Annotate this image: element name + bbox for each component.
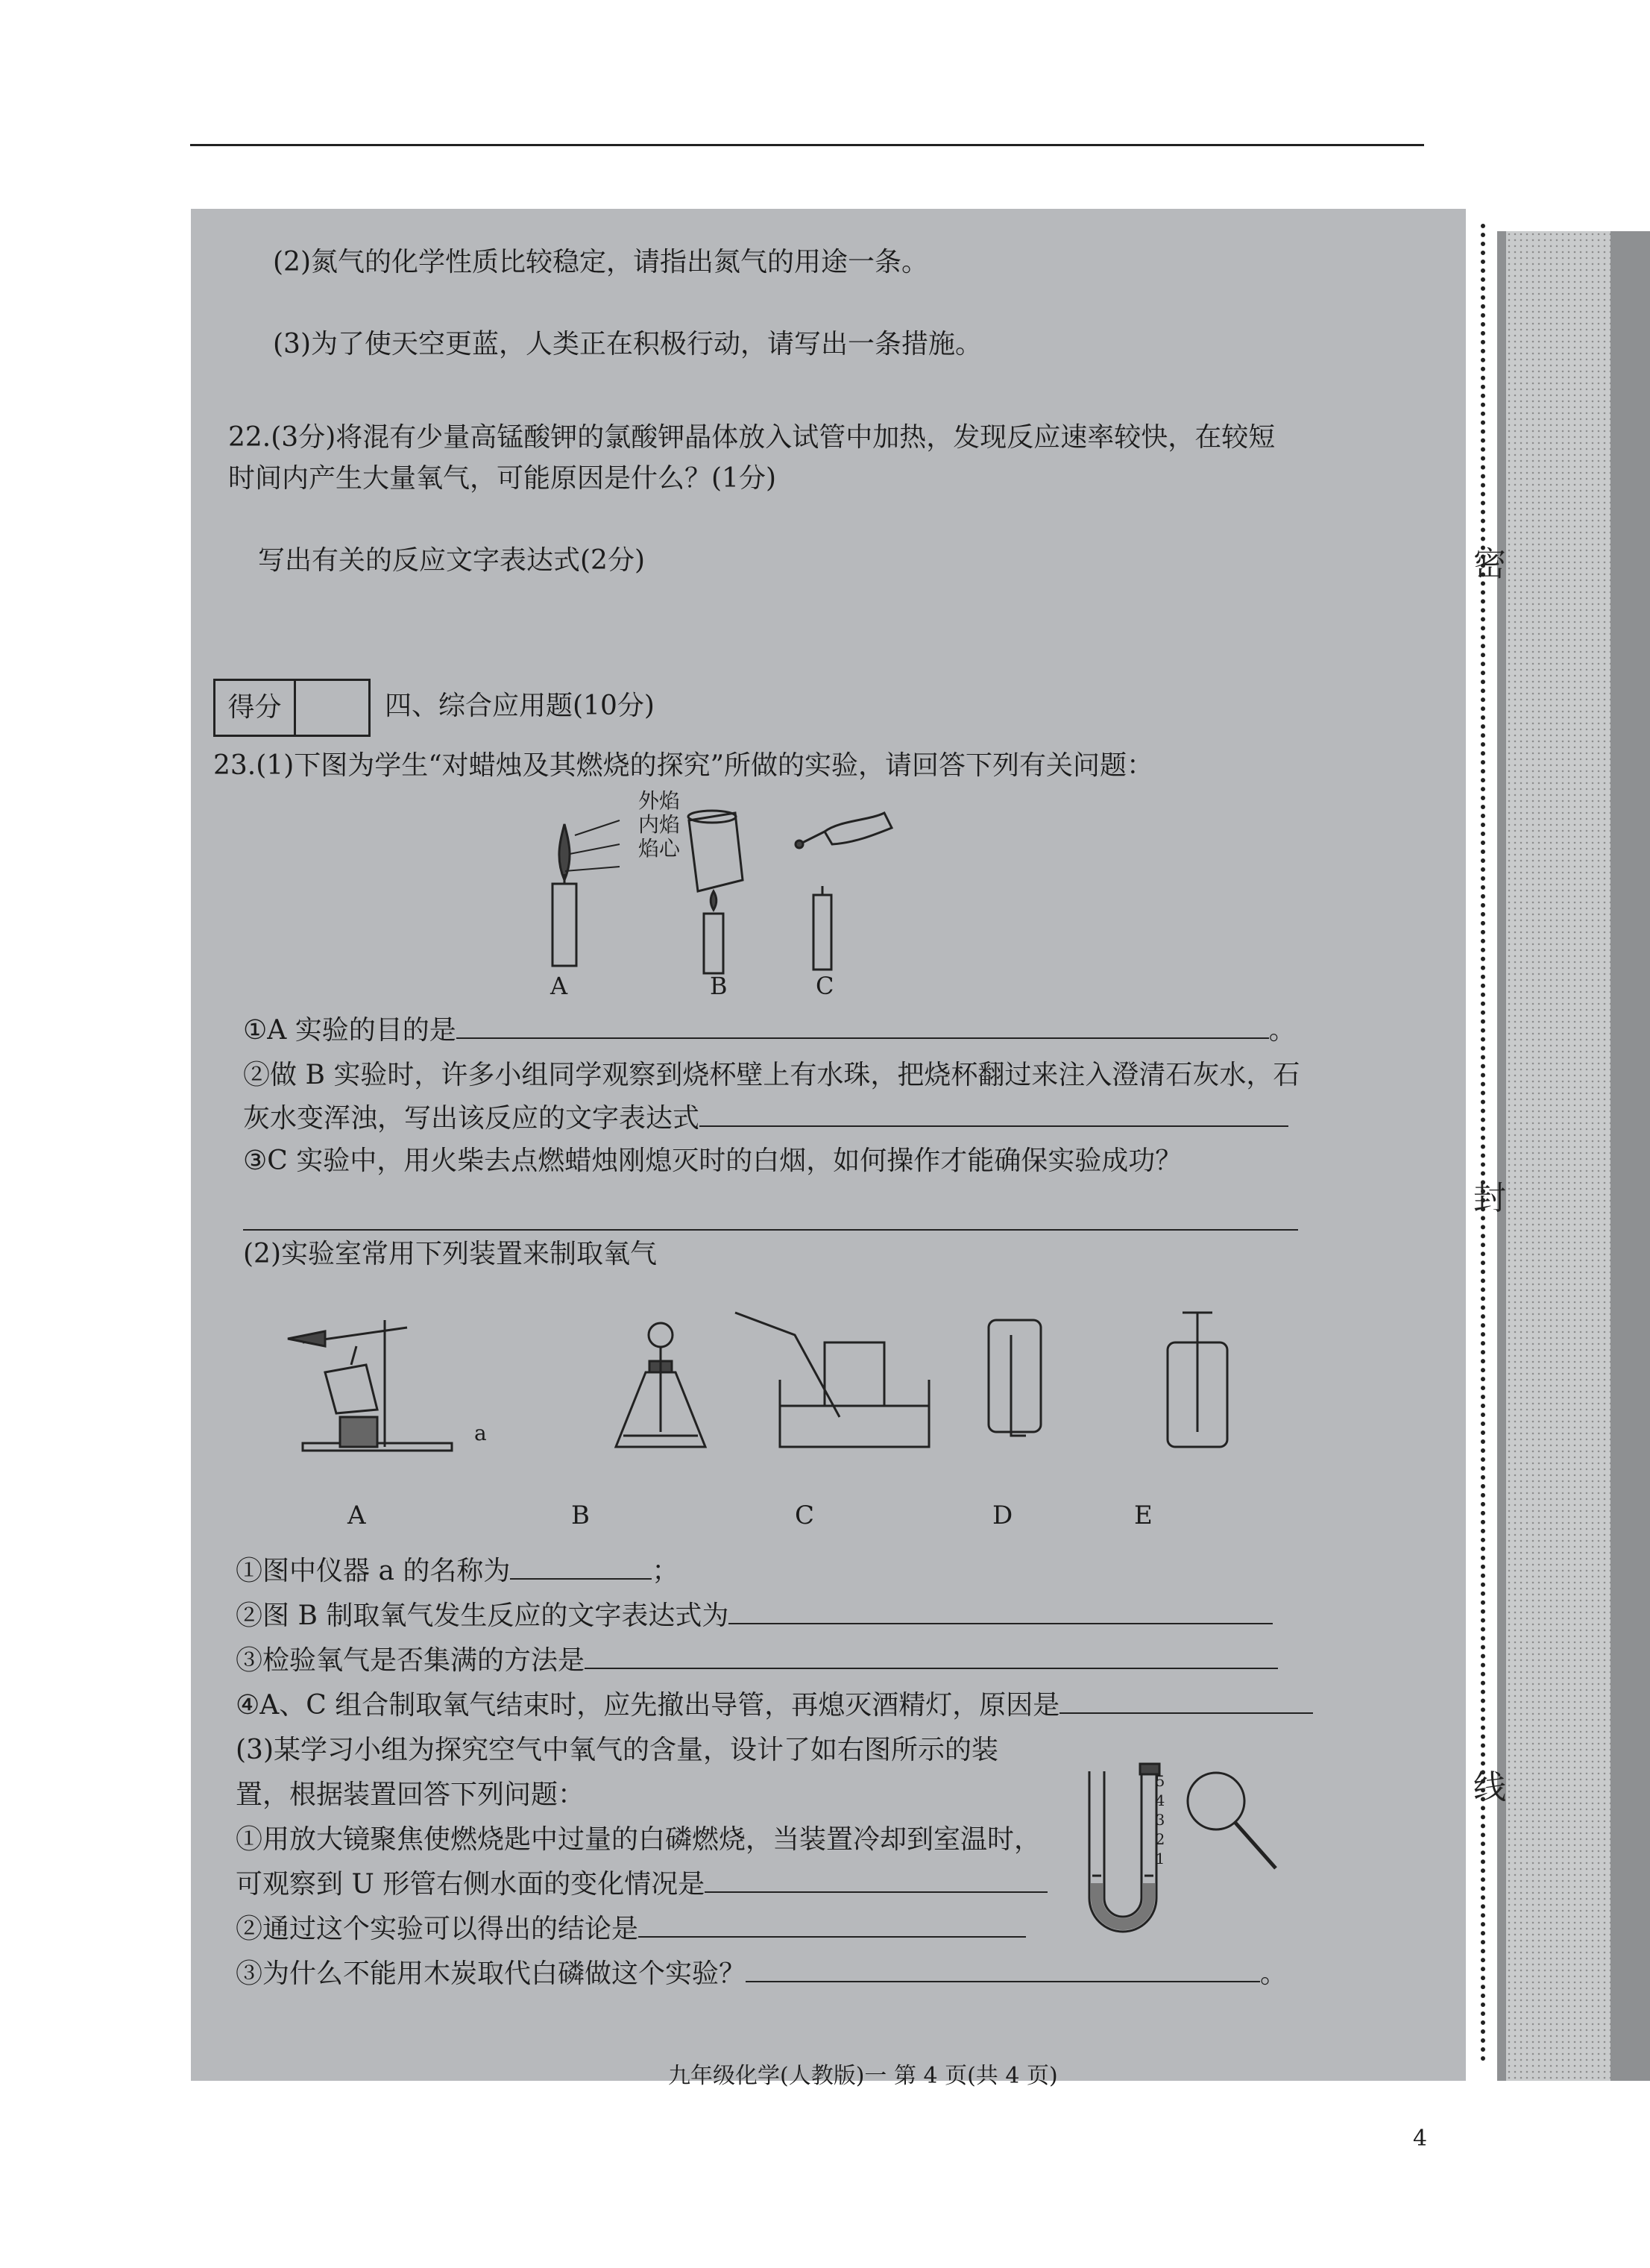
q23-3-2-text: ②通过这个实验可以得出的结论是 — [236, 1914, 639, 1944]
q23-1-a-end: 。 — [1268, 1015, 1296, 1046]
section4-title: 四、综合应用题(10分) — [385, 691, 655, 721]
exam-photo — [191, 209, 1506, 2089]
apparatus-a — [288, 1320, 452, 1451]
q23-part3-line2: 置，根据装置回答下列问题： — [236, 1779, 585, 1810]
q23-1-c: ③C 实验中，用火柴去点燃蜡烛刚熄灭时的白烟，如何操作才能确保实验成功？ — [243, 1146, 1183, 1176]
answer-line[interactable] — [243, 1229, 1298, 1231]
page-number: 4 — [1413, 2126, 1428, 2152]
apparatus-label-e: E — [1134, 1501, 1153, 1530]
q23-3-3-end: 。 — [1260, 1958, 1288, 1989]
q21-part2: (2)氮气的化学性质比较稳定，请指出氮气的用途一条。 — [273, 247, 928, 277]
u-tube-figure — [1082, 1756, 1306, 1950]
seal-char-xian: 线 — [1473, 1768, 1506, 1806]
candle-a — [552, 824, 576, 966]
q23-2-2 — [236, 1600, 1273, 1633]
q23-2-2-text: ②图 B 制取氧气发生反应的文字表达式为 — [236, 1601, 729, 1631]
q22-line1: 22.(3分)将混有少量高锰酸钾的氯酸钾晶体放入试管中加热，发现反应速率较快，在较短 — [228, 422, 1276, 453]
fig1-label-b: B — [710, 972, 728, 1000]
q23-2-4-text: ④A、C 组合制取氧气结束时，应先撤出导管，再熄灭酒精灯，原因是 — [236, 1690, 1060, 1721]
candle-b — [688, 811, 743, 973]
answer-line[interactable] — [585, 1645, 1278, 1669]
fig1-label-a: A — [550, 972, 568, 1000]
scale-mark: 3 — [1155, 1811, 1165, 1829]
q23-1-a-text: ①A 实验的目的是 — [243, 1015, 456, 1046]
scale-mark: 1 — [1155, 1850, 1165, 1868]
seal-strip — [1506, 231, 1610, 2081]
scale-mark: 4 — [1155, 1791, 1165, 1809]
exam-footer: 九年级化学(人教版)一 第 4 页(共 4 页) — [668, 2063, 1058, 2089]
fig1-label-c: C — [816, 972, 834, 1000]
scale-mark: 2 — [1155, 1830, 1165, 1848]
apparatus-c — [735, 1313, 929, 1447]
q23-2-3-text: ③检验氧气是否集满的方法是 — [236, 1645, 585, 1676]
apparatus-a-instrument-label: a — [474, 1421, 487, 1445]
q23-1-b-text: 灰水变浑浊，写出该反应的文字表达式 — [243, 1103, 700, 1134]
apparatus-b — [616, 1323, 705, 1447]
q23-3-3 — [236, 1958, 1287, 1991]
score-label: 得分 — [215, 681, 296, 735]
answer-line[interactable] — [456, 1015, 1269, 1039]
q23-2-1-text: ①图中仪器 a 的名称为 — [236, 1556, 511, 1586]
q23-2-3 — [236, 1645, 1278, 1677]
scale-mark: 5 — [1155, 1772, 1165, 1790]
seal-char-mi: 密 — [1473, 545, 1506, 583]
answer-line[interactable] — [699, 1103, 1288, 1127]
q21-part3: (3)为了使天空更蓝，人类正在积极行动，请写出一条措施。 — [273, 329, 982, 359]
apparatus-label-d: D — [992, 1501, 1013, 1530]
seal-margin — [1497, 231, 1650, 2081]
oxygen-apparatus-figure — [273, 1305, 1332, 1484]
q23-part2-title: (2)实验室常用下列装置来制取氧气 — [243, 1239, 657, 1269]
q23-1-b-line1: ②做 B 实验时，许多小组同学观察到烧杯壁上有水珠，把烧杯翻过来注入澄清石灰水，石 — [243, 1060, 1300, 1090]
answer-line[interactable] — [510, 1556, 652, 1580]
apparatus-e — [1168, 1313, 1227, 1447]
q23-3-3-text: ③为什么不能用木炭取代白磷做这个实验？ — [236, 1958, 746, 1989]
q23-3-2 — [236, 1913, 1026, 1946]
q23-3-1a: ①用放大镜聚焦使燃烧匙中过量的白磷燃烧，当装置冷却到室温时， — [236, 1824, 1042, 1855]
answer-line[interactable] — [746, 1958, 1260, 1982]
answer-line[interactable] — [728, 1601, 1273, 1624]
apparatus-label-b: B — [571, 1501, 590, 1530]
q22-line2: 时间内产生大量氧气，可能原因是什么？(1分) — [228, 463, 776, 494]
q23-2-4 — [236, 1689, 1313, 1722]
apparatus-label-c: C — [795, 1501, 815, 1530]
answer-line[interactable] — [1059, 1690, 1313, 1714]
q22-line3: 写出有关的反应文字表达式(2分) — [258, 545, 645, 576]
apparatus-d — [989, 1320, 1041, 1436]
q23-1-a — [243, 1014, 1296, 1047]
apparatus-label-a: A — [347, 1501, 366, 1530]
candle-c — [796, 813, 892, 970]
top-rule — [190, 144, 1424, 146]
q23-2-1-end: ； — [652, 1556, 679, 1586]
seal-char-feng: 封 — [1473, 1179, 1506, 1217]
flame-outer-label: 外焰 — [638, 788, 681, 813]
q23-intro: 23.(1)下图为学生“对蜡烛及其燃烧的探究”所做的实验，请回答下列有关问题： — [213, 750, 1154, 781]
candle-experiment-figure — [519, 798, 907, 992]
answer-line[interactable] — [705, 1869, 1048, 1893]
q23-3-1b — [236, 1868, 1048, 1901]
q23-1-b-line2 — [243, 1102, 1288, 1135]
q23-3-1b-text: 可观察到 U 形管右侧水面的变化情况是 — [236, 1869, 705, 1900]
q23-part3-line1: (3)某学习小组为探究空气中氧气的含量，设计了如右图所示的装 — [236, 1735, 998, 1765]
flame-core-label: 焰心 — [638, 836, 681, 861]
score-box — [213, 679, 371, 737]
u-tube-scale — [1153, 1771, 1168, 1868]
answer-line[interactable] — [638, 1914, 1026, 1938]
q23-2-1 — [236, 1555, 678, 1588]
flame-inner-label: 内焰 — [638, 812, 681, 837]
